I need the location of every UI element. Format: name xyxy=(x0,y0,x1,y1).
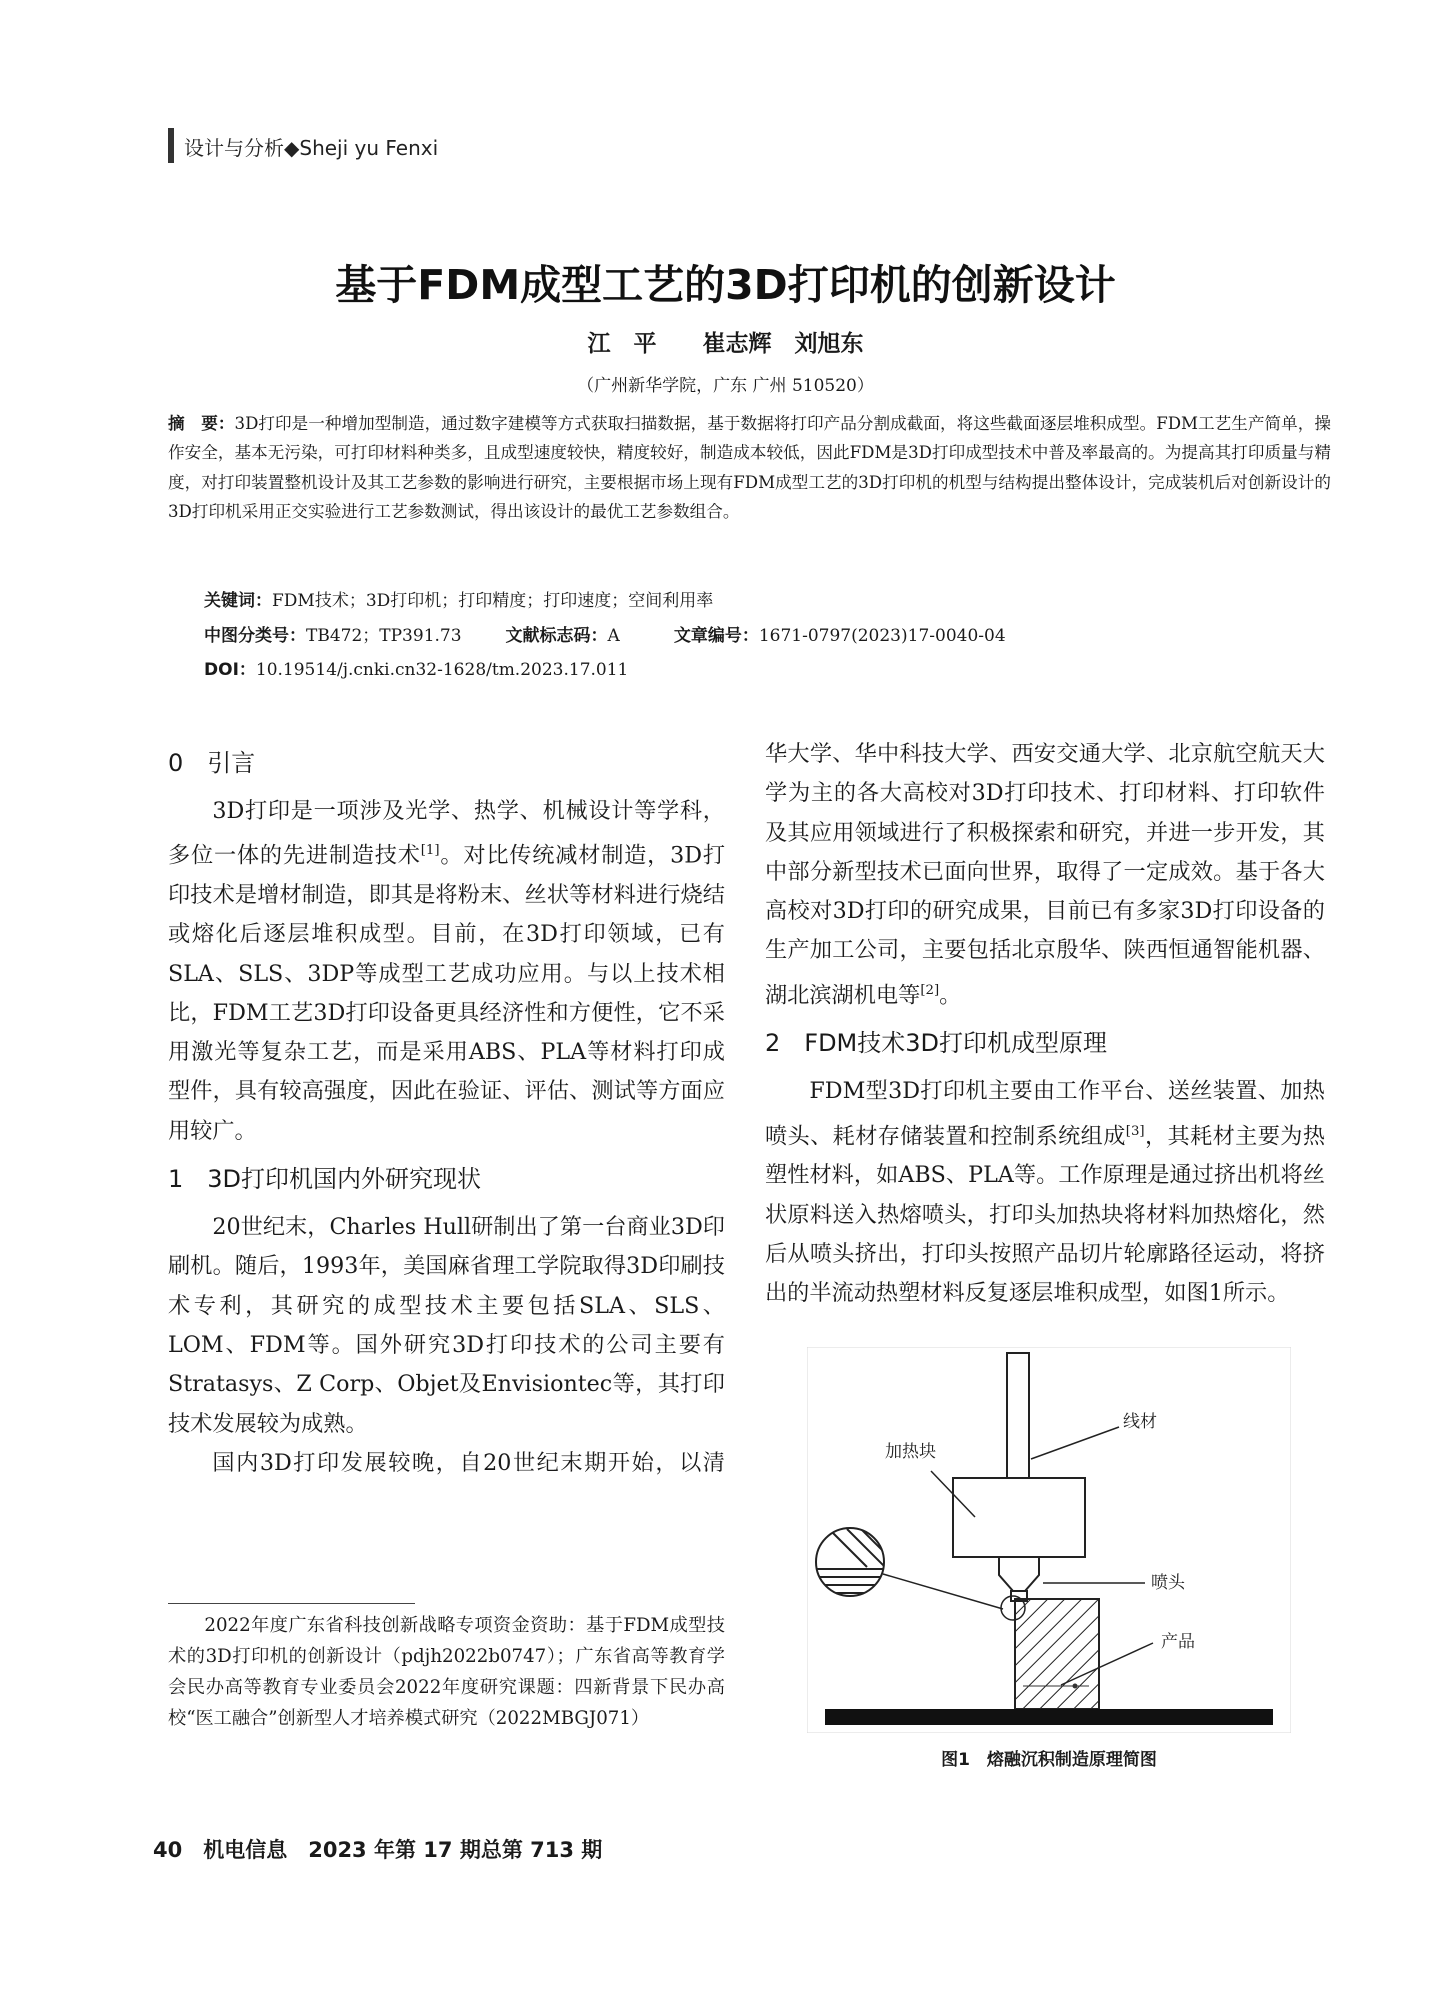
section-1-paragraph-2-start: 国内3D打印发展较晚，自20世纪末期开始，以清 xyxy=(212,1449,725,1476)
left-column xyxy=(168,735,725,1483)
label-product: 产品 xyxy=(1161,1632,1195,1652)
article-number-label: 文章编号： xyxy=(673,626,759,646)
doi-value: 10.19514/j.cnki.cn32-1628/tm.2023.17.011 xyxy=(255,660,629,680)
citation-1: [1] xyxy=(420,843,440,859)
header-bar xyxy=(168,128,174,163)
clc-label: 中图分类号： xyxy=(204,626,306,646)
doc-code-value: A xyxy=(607,626,620,646)
footnote-rule xyxy=(168,1603,415,1604)
footnote: 2022年度广东省科技创新战略专项资金资助：基于FDM成型技术的3D打印机的创新设计（pdjh2022b0747）；广东省高等教育学会民办高等教育专业委员会2022年度研究课题：四新背景下民办高校“医工融合”创新型人才培养模式研究（2022MBGJ071） xyxy=(168,1615,725,1729)
page-folio: 40 机电信息 2023 年第 17 期总第 713 期 xyxy=(153,1838,603,1862)
doi xyxy=(204,655,628,680)
section-2-paragraph: FDM型3D打印机主要由工作平台、送丝装置、加热喷头、耗材存储装置和控制系统组成[3]，其耗材主要为热塑性材料，如ABS、PLA等。工作原理是通过挤出机将丝状原料送入热熔喷头，打印头加热块将材料加热熔化，然后从喷头挤出，打印头按照产品切片轮廓路径运动，将挤出的半流动热塑材料反复逐层堆积成型，如图1所示。 xyxy=(765,1078,1326,1307)
platform-guide-dot xyxy=(1073,1684,1078,1689)
page-title: 基于FDM成型工艺的3D打印机的创新设计 xyxy=(335,261,1116,309)
clc-value: TB472；TP391.73 xyxy=(306,626,462,646)
keywords-text: FDM技术；3D打印机；打印精度；打印速度；空间利用率 xyxy=(272,591,714,611)
abstract-label: 摘 要： xyxy=(168,414,235,433)
keywords xyxy=(204,586,713,611)
section-0-heading: 0 引言 xyxy=(168,749,256,777)
section-1-paragraph-2-continued: 华大学、华中科技大学、西安交通大学、北京航空航天大学为主的各大高校对3D打印技术、打印材料、打印软件及其应用领域进行了积极探索和研究，并进一步开发，其中部分新型技术已面向世界，取得了一定成效。基于各大高校对3D打印的研究成果，目前已有多家3D打印设备的生产加工公司，主要包括北京殷华、陕西恒通智能机器、湖北滨湖机电等[2]。 xyxy=(765,741,1325,1009)
filament-rod xyxy=(1007,1353,1029,1478)
section-1-paragraph-1: 20世纪末，Charles Hull研制出了第一台商业3D印刷机。随后，1993年，美国麻省理工学院取得3D印刷技术专利，其研究的成型技术主要包括SLA、SLS、LOM、FDM等。国外研究3D打印技术的公司主要有Stratasys、Z Corp、Objet及Envisiontec等，其打印技术发展较为成熟。 xyxy=(168,1214,725,1437)
section-1-heading: 1 3D打印机国内外研究现状 xyxy=(168,1165,482,1194)
abstract xyxy=(168,409,1331,527)
right-column xyxy=(765,735,1325,1314)
keywords-label: 关键词： xyxy=(204,591,272,611)
label-nozzle: 喷头 xyxy=(1151,1573,1185,1593)
figure-fdm-schematic xyxy=(807,1347,1291,1733)
citation-3: [3] xyxy=(1125,1123,1145,1139)
build-platform xyxy=(825,1709,1273,1725)
running-header: 设计与分析◆Sheji yu Fenxi xyxy=(184,136,439,160)
article-number-value: 1671-0797(2023)17-0040-04 xyxy=(758,626,1006,646)
doc-code-label: 文献标志码： xyxy=(505,626,608,646)
authors: 江 平 崔志辉 刘旭东 xyxy=(587,330,864,357)
citation-2: [2] xyxy=(920,982,940,998)
doi-label: DOI： xyxy=(204,660,256,680)
affiliation: （广州新华学院，广东 广州 510520） xyxy=(577,376,874,396)
classification xyxy=(204,621,1006,646)
abstract-text: 3D打印是一种增加型制造，通过数字建模等方式获取扫描数据，基于数据将打印产品分割成截面，将这些截面逐层堆积成型。FDM工艺生产简单，操作安全，基本无污染，可打印材料种类多，且成型速度较快，精度较好，制造成本较低，因此FDM是3D打印成型技术中普及率最高的。为提高其打印质量与精度，对打印装置整机设计及其工艺参数的影响进行研究，主要根据市场上现有FDM成型工艺的3D打印机的机型与结构提出整体设计，完成装机后对创新设计的3D打印机采用正交实验进行工艺参数测试，得出该设计的最优工艺参数组合。 xyxy=(168,414,1332,522)
figure-caption: 图1 熔融沉积制造原理简图 xyxy=(941,1750,1157,1770)
label-filament: 线材 xyxy=(1123,1412,1157,1432)
printed-product xyxy=(1015,1599,1099,1709)
section-0-paragraph: 3D打印是一项涉及光学、热学、机械设计等学科，多位一体的先进制造技术[1]。对比传统减材制造，3D打印技术是增材制造，即其是将粉末、丝状等材料进行烧结或熔化后逐层堆积成型。目前，在3D打印领域，已有SLA、SLS、3DP等成型工艺成功应用。与以上技术相比，FDM工艺3D打印设备更具经济性和方便性，它不采用激光等复杂工艺，而是采用ABS、PLA等材料打印成型件，具有较高强度，因此在验证、评估、测试等方面应用较广。 xyxy=(168,798,726,1144)
label-heating-block: 加热块 xyxy=(885,1442,936,1462)
section-2-heading: 2 FDM技术3D打印机成型原理 xyxy=(765,1029,1108,1058)
heating-block xyxy=(953,1478,1085,1557)
